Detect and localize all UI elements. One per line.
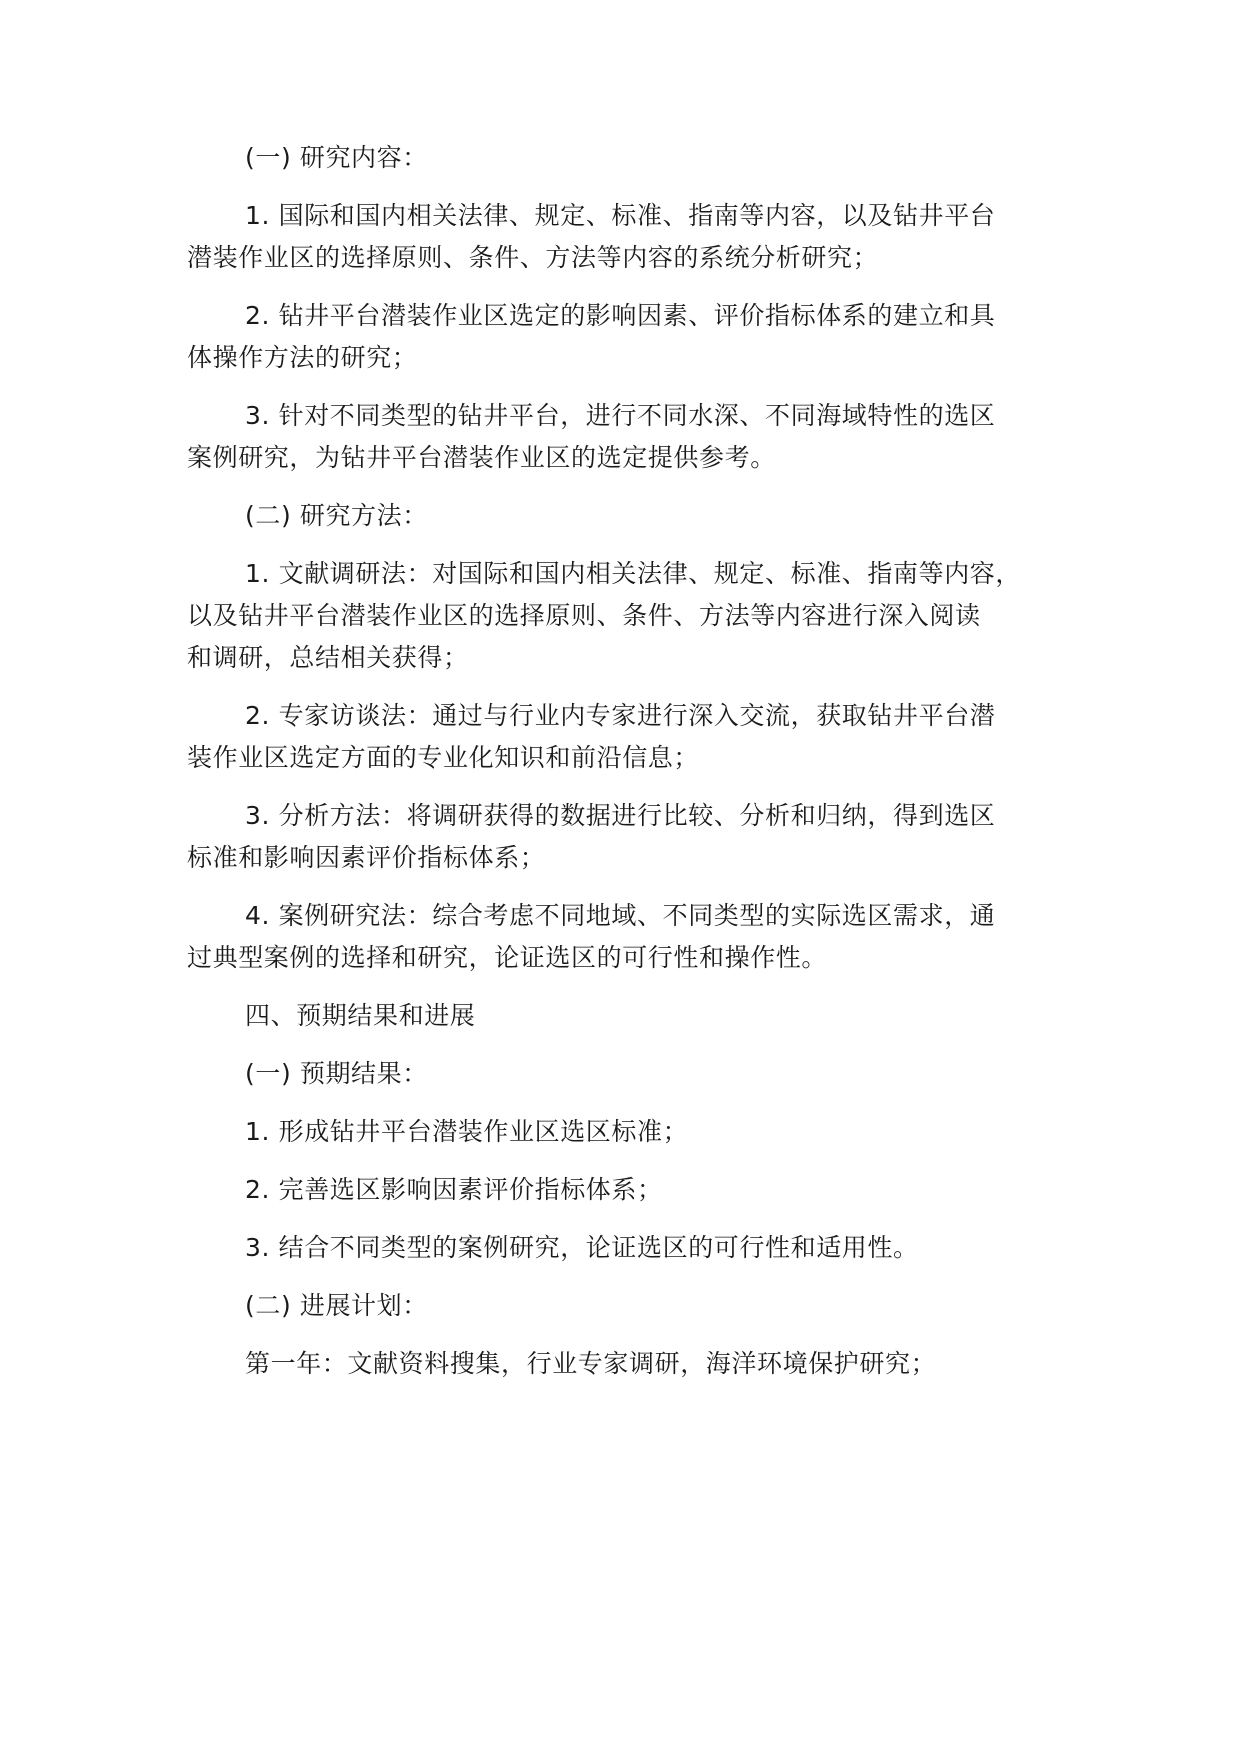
paragraph-line: 4. 案例研究法：综合考虑不同地域、不同类型的实际选区需求，通: [245, 901, 996, 930]
paragraph-line: 2. 专家访谈法：通过与行业内专家进行深入交流，获取钻井平台潜: [245, 701, 996, 730]
paragraph-line: 1. 国际和国内相关法律、规定、标准、指南等内容，以及钻井平台: [245, 201, 996, 230]
paragraph-line: 标准和影响因素评价指标体系；: [187, 843, 546, 872]
paragraph-line: 3. 分析方法：将调研获得的数据进行比较、分析和归纳，得到选区: [245, 801, 996, 830]
paragraph-line: 1. 形成钻井平台潜装作业区选区标准；: [245, 1117, 689, 1146]
paragraph-line: 2. 完善选区影响因素评价指标体系；: [245, 1175, 663, 1204]
paragraph-line: 1. 文献调研法：对国际和国内相关法律、规定、标准、指南等内容，: [245, 559, 1022, 588]
paragraph-line: 以及钻井平台潜装作业区的选择原则、条件、方法等内容进行深入阅读: [187, 601, 981, 630]
section-heading-progress-plan: (二) 进展计划：: [245, 1291, 428, 1320]
paragraph-line: 潜装作业区的选择原则、条件、方法等内容的系统分析研究；: [187, 243, 879, 272]
section-heading-research-method: (二) 研究方法：: [245, 501, 428, 530]
section-heading-research-content: (一) 研究内容：: [245, 143, 428, 172]
paragraph-line: 和调研，总结相关获得；: [187, 643, 469, 672]
paragraph-line: 3. 结合不同类型的案例研究，论证选区的可行性和适用性。: [245, 1233, 919, 1262]
paragraph-line: 2. 钻井平台潜装作业区选定的影响因素、评价指标体系的建立和具: [245, 301, 996, 330]
section-heading-expected-results-progress: 四、预期结果和进展: [245, 1001, 476, 1030]
paragraph-line: 第一年：文献资料搜集，行业专家调研，海洋环境保护研究；: [245, 1349, 937, 1378]
section-heading-expected-results: (一) 预期结果：: [245, 1059, 428, 1088]
paragraph-line: 装作业区选定方面的专业化知识和前沿信息；: [187, 743, 700, 772]
paragraph-line: 案例研究，为钻井平台潜装作业区的选定提供参考。: [187, 443, 776, 472]
paragraph-line: 过典型案例的选择和研究，论证选区的可行性和操作性。: [187, 943, 828, 972]
paragraph-line: 3. 针对不同类型的钻井平台，进行不同水深、不同海域特性的选区: [245, 401, 996, 430]
paragraph-line: 体操作方法的研究；: [187, 343, 418, 372]
